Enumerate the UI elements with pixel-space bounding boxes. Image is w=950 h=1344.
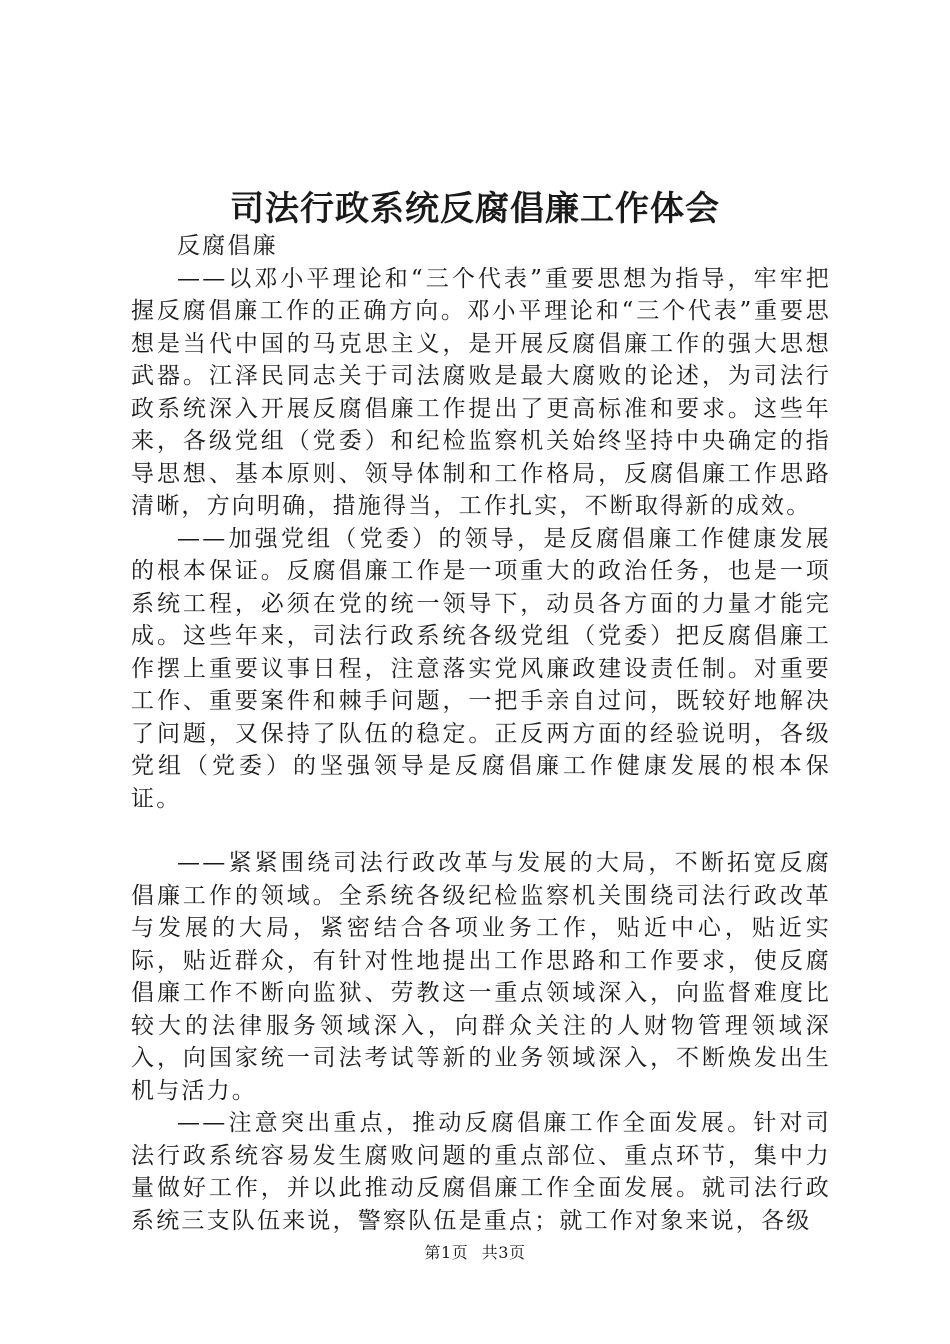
document-title: 司法行政系统反腐倡廉工作体会 xyxy=(230,189,720,229)
document-body xyxy=(131,230,831,1237)
paragraph: ——加强党组（党委）的领导，是反腐倡廉工作健康发展的根本保证。反腐倡廉工作是一项重大的政治任务，也是一项系统工程，必须在党的统一领导下，动员各方面的力量才能完成。这些年来，司法行政系统各级党组（党委）把反腐倡廉工作摆上重要议事日程，注意落实党风廉政建设责任制。对重要工作、重要案件和棘手问题，一把手亲自过问，既较好地解决了问题，又保持了队伍的稳定。正反两方面的经验说明，各级党组（党委）的坚强领导是反腐倡廉工作健康发展的根本保证。 xyxy=(131,525,831,812)
page-footer xyxy=(0,1240,950,1263)
page-total: 共3页 xyxy=(481,1243,526,1262)
paragraph: ——以邓小平理论和“三个代表”重要思想为指导，牢牢把握反腐倡廉工作的正确方向。邓小平理论和“三个代表”重要思想是当代中国的马克思主义，是开展反腐倡廉工作的强大思想武器。江泽民同志关于司法腐败是最大腐败的论述，为司法行政系统深入开展反腐倡廉工作提出了更高标准和要求。这些年来，各级党组（党委）和纪检监察机关始终坚持中央确定的指导思想、基本原则、领导体制和工作格局，反腐倡廉工作思路清晰，方向明确，措施得当，工作扎实，不断取得新的成效。 xyxy=(131,265,831,519)
paragraph: ——注意突出重点，推动反腐倡廉工作全面发展。针对司法行政系统容易发生腐败问题的重点部位、重点环节，集中力量做好工作，并以此推动反腐倡廉工作全面发展。就司法行政系统三支队伍来说，警察队伍是重点；就工作对象来说，各级 xyxy=(131,1110,831,1234)
paragraph: ——紧紧围绕司法行政改革与发展的大局，不断拓宽反腐倡廉工作的领域。全系统各级纪检监察机关围绕司法行政改革与发展的大局，紧密结合各项业务工作，贴近中心，贴近实际，贴近群众，有针对性地提出工作思路和工作要求，使反腐倡廉工作不断向监狱、劳教这一重点领域深入，向监督难度比较大的法律服务领域深入，向群众关注的人财物管理领域深入，向国家统一司法考试等新的业务领域深入，不断焕发出生机与活力。 xyxy=(131,850,831,1104)
page-number: 第1页 xyxy=(424,1243,469,1262)
paragraph: 反腐倡廉 xyxy=(177,233,278,259)
